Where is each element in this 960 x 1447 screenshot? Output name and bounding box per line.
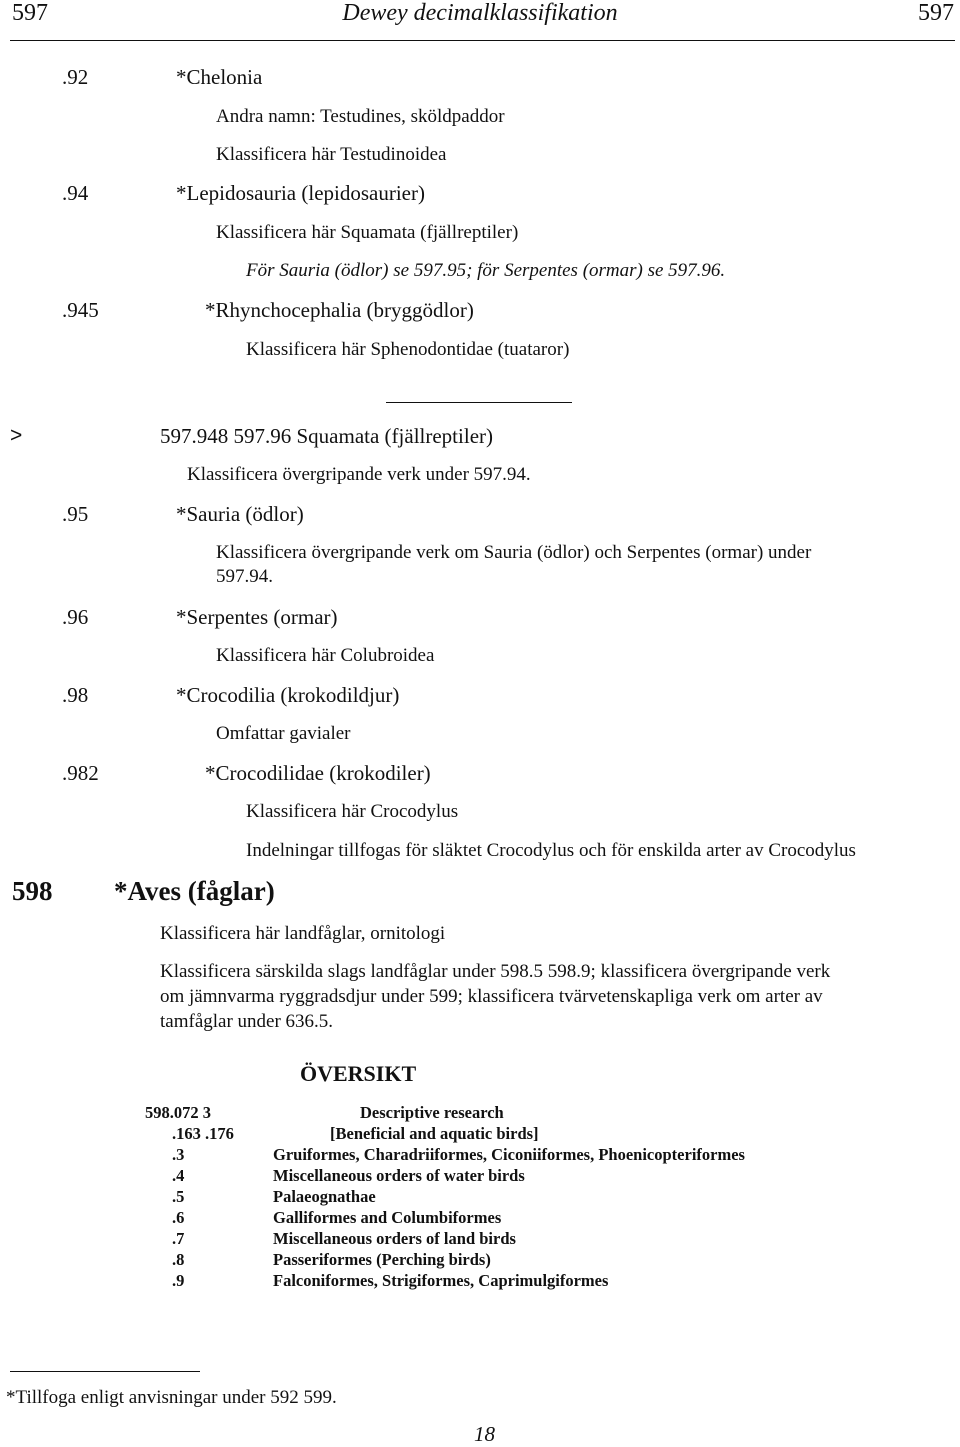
overview-row-desc: Passeriformes (Perching birds) bbox=[273, 1250, 491, 1269]
overview-row-number: .6 bbox=[172, 1208, 185, 1227]
entry-see-reference: För Sauria (ödlor) se 597.95; för Serpentes (ormar) se 597.96. bbox=[246, 260, 726, 281]
entry-note: Klassificera här Testudinoidea bbox=[216, 144, 447, 165]
section-separator bbox=[386, 402, 572, 403]
entry-heading: *Chelonia bbox=[176, 65, 263, 89]
entry-note: Indelningar tillfogas för släktet Crocodylus och för enskilda arter av Crocodylus bbox=[246, 840, 856, 861]
entry-heading: *Crocodilia (krokodildjur) bbox=[176, 683, 400, 707]
section-note: om jämnvarma ryggradsdjur under 599; klassificera tvärvetenskapliga verk om arter av bbox=[160, 986, 823, 1007]
entry-note: Omfattar gavialer bbox=[216, 723, 351, 744]
entry-number: .94 bbox=[62, 181, 89, 205]
entry-heading: *Crocodilidae (krokodiler) bbox=[205, 761, 431, 785]
entry-number: .98 bbox=[62, 683, 89, 707]
entry-note: Klassificera här Squamata (fjällreptiler) bbox=[216, 222, 519, 243]
section-note: Klassificera särskilda slags landfåglar under 598.5 598.9; klassificera övergripande verk bbox=[160, 961, 831, 982]
overview-row-desc: Palaeognathae bbox=[273, 1187, 376, 1206]
section-note: Klassificera här landfåglar, ornitologi bbox=[160, 923, 446, 944]
entry-note: Klassificera övergripande verk under 597.94. bbox=[187, 464, 531, 485]
entry-note: Klassificera övergripande verk om Sauria (ödlor) och Serpentes (ormar) under bbox=[216, 542, 812, 563]
entry-note: Andra namn: Testudines, sköldpaddor bbox=[216, 106, 505, 127]
overview-row-desc: [Beneficial and aquatic birds] bbox=[330, 1124, 539, 1143]
header-rule bbox=[10, 40, 955, 41]
entry-note: Klassificera här Colubroidea bbox=[216, 645, 435, 666]
span-marker: > bbox=[10, 424, 23, 447]
page-number: 18 bbox=[474, 1422, 495, 1446]
entry-note: Klassificera här Crocodylus bbox=[246, 801, 459, 822]
overview-row-number: 598.072 3 bbox=[145, 1103, 211, 1122]
span-heading: 597.948 597.96 Squamata (fjällreptiler) bbox=[160, 424, 493, 448]
overview-row-desc: Galliformes and Columbiformes bbox=[273, 1208, 502, 1227]
overview-row-desc: Descriptive research bbox=[360, 1103, 504, 1122]
entry-heading: *Lepidosauria (lepidosaurier) bbox=[176, 181, 425, 205]
overview-row-number: .3 bbox=[172, 1145, 185, 1164]
page-title: Dewey decimalklassifikation bbox=[342, 0, 618, 26]
header-right-number: 597 bbox=[918, 0, 954, 26]
overview-row-number: .7 bbox=[172, 1229, 185, 1248]
entry-heading: *Serpentes (ormar) bbox=[176, 605, 338, 629]
header-left-number: 597 bbox=[12, 0, 48, 26]
section-number: 598 bbox=[12, 876, 53, 906]
overview-row-desc: Miscellaneous orders of water birds bbox=[273, 1166, 525, 1185]
overview-row-number: .8 bbox=[172, 1250, 185, 1269]
entry-number: .96 bbox=[62, 605, 89, 629]
overview-row-number: .163 .176 bbox=[172, 1124, 234, 1143]
section-heading: *Aves (fåglar) bbox=[114, 876, 275, 906]
entry-heading: *Rhynchocephalia (bryggödlor) bbox=[205, 298, 474, 322]
entry-note: Klassificera här Sphenodontidae (tuataror) bbox=[246, 339, 570, 360]
section-note: tamfåglar under 636.5. bbox=[160, 1011, 334, 1032]
entry-number: .945 bbox=[62, 298, 99, 322]
overview-row-number: .9 bbox=[172, 1271, 185, 1290]
overview-title: ÖVERSIKT bbox=[300, 1061, 417, 1086]
overview-row-number: .4 bbox=[172, 1166, 185, 1185]
footnote: *Tillfoga enligt anvisningar under 592 599. bbox=[6, 1387, 337, 1408]
entry-number: .95 bbox=[62, 502, 89, 526]
entry-note: 597.94. bbox=[216, 566, 273, 587]
footnote-rule bbox=[10, 1371, 200, 1372]
entry-number: .982 bbox=[62, 761, 99, 785]
overview-row-desc: Falconiformes, Strigiformes, Caprimulgiformes bbox=[273, 1271, 609, 1290]
overview-row-number: .5 bbox=[172, 1187, 185, 1206]
entry-number: .92 bbox=[62, 65, 89, 89]
overview-row-desc: Gruiformes, Charadriiformes, Ciconiiformes, Phoenicopteriformes bbox=[273, 1145, 745, 1164]
overview-row-desc: Miscellaneous orders of land birds bbox=[273, 1229, 516, 1248]
entry-heading: *Sauria (ödlor) bbox=[176, 502, 304, 526]
